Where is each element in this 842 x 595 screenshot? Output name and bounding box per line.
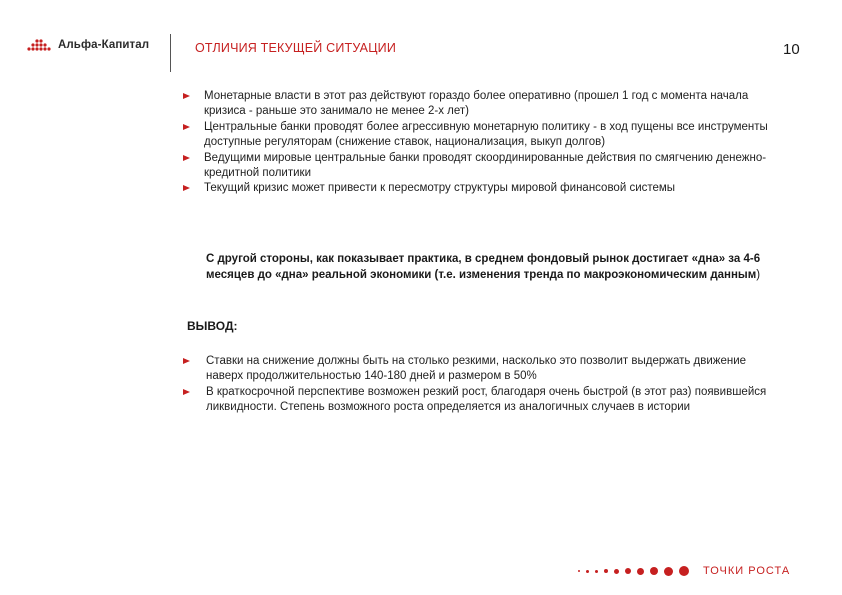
- bullet-text: Монетарные власти в этот раз действуют гораздо более оперативно (прошел 1 год с момента начала кризиса - раньше это занимало не менее 2-х лет): [204, 90, 749, 118]
- bullet-text: В краткосрочной перспективе возможен резкий рост, благодаря очень быстрой (в этот раз) появившейся ликвидности. Степень возможного роста определяется из аналогичных случаев в истории: [206, 385, 767, 414]
- bullet-text: Ведущими мировые центральные банки проводят скоординированные действия по смягчению денежно-кредитной политики: [204, 151, 767, 180]
- logo-text: Альфа-Капитал: [58, 39, 150, 51]
- list-item: [183, 181, 783, 196]
- list-item: [183, 120, 783, 151]
- footer-text: ТОЧКИ РОСТА: [703, 565, 791, 577]
- bullet-text: Текущий кризис может привести к пересмотру структуры мировой финансовой системы: [204, 182, 676, 195]
- bullet-arrow-icon: [183, 124, 190, 130]
- list-item: [183, 385, 783, 416]
- market-note-bold: С другой стороны, как показывает практика, в среднем фондовый рынок достигает «дна» за 4-6 месяцев до «дна» реальной экономики (т.е. изменения тренда по макроэкономическим данным: [206, 253, 761, 281]
- brand-logo: [26, 38, 149, 52]
- main-bullet-list: [183, 89, 783, 197]
- list-item: [183, 89, 783, 120]
- bullet-arrow-icon: [183, 389, 190, 395]
- bullet-text: Ставки на снижение должны быть на столько резкими, насколько это позволит выдержать движение наверх продолжительностью 140-180 дней и размером в 50%: [206, 355, 747, 383]
- bullet-arrow-icon: [183, 185, 190, 191]
- conclusion-heading: ВЫВОД:: [187, 319, 238, 333]
- bullet-arrow-icon: [183, 358, 190, 364]
- footer-tagline: [578, 565, 790, 577]
- alfa-capital-logo-icon: [26, 38, 54, 52]
- growth-dots-icon: [578, 566, 695, 576]
- market-note-tail: ): [756, 269, 761, 281]
- page-number: 10: [783, 41, 800, 58]
- bullet-text: Центральные банки проводят более агрессивную монетарную политику - в ход пущены все инструменты доступные регуляторам (снижение ставок, национализация, выкуп долгов): [204, 120, 768, 149]
- page-title: ОТЛИЧИЯ ТЕКУЩЕЙ СИТУАЦИИ: [195, 41, 397, 55]
- conclusion-bullet-list: [183, 354, 783, 416]
- list-item: [183, 151, 783, 182]
- header-divider: [170, 34, 171, 72]
- list-item: [183, 354, 783, 385]
- bullet-arrow-icon: [183, 93, 190, 99]
- bullet-arrow-icon: [183, 155, 190, 161]
- market-note: [206, 251, 766, 283]
